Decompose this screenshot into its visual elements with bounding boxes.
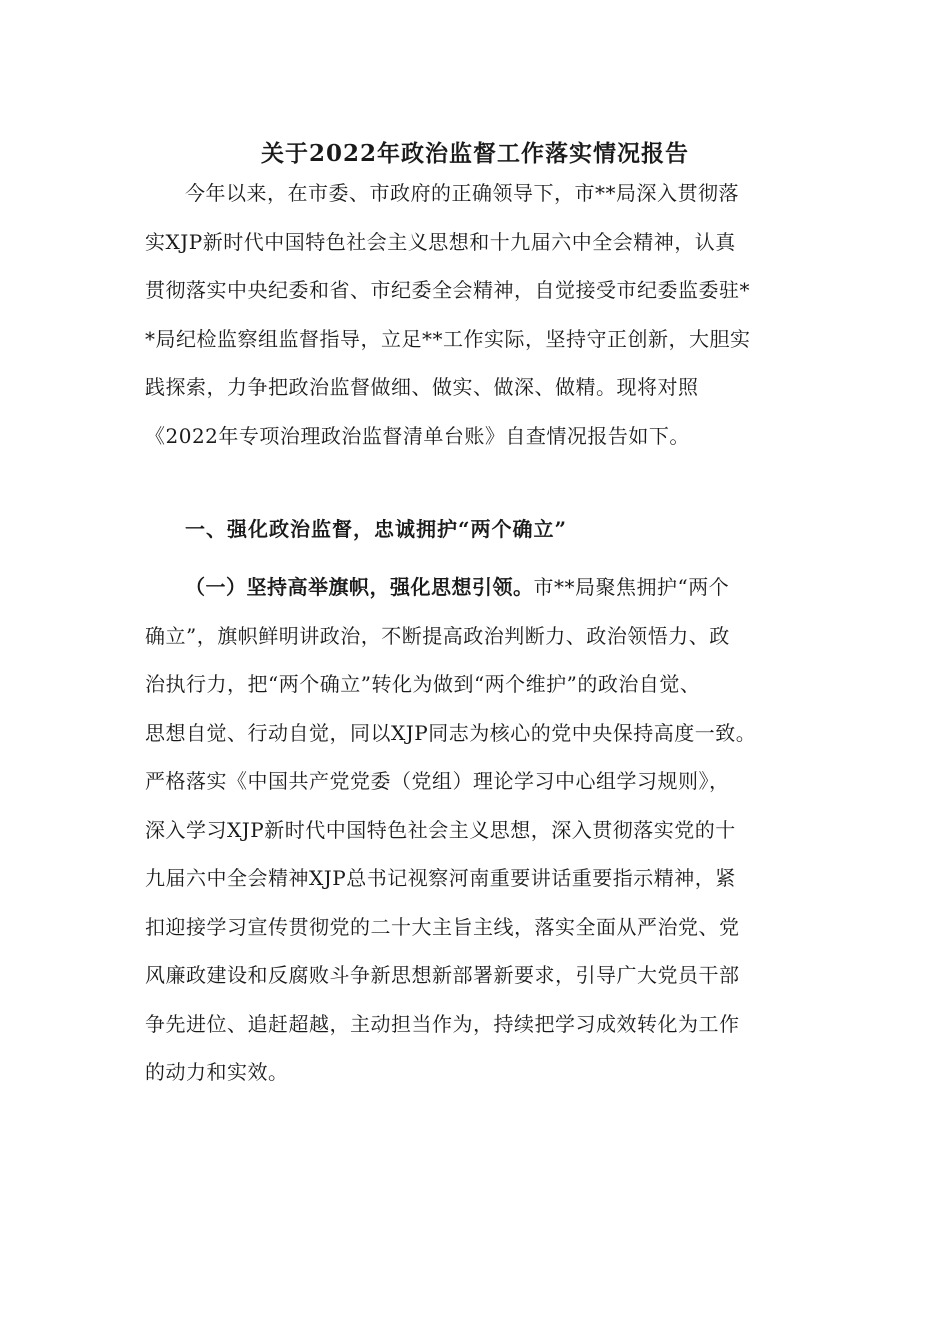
intro-line: 贯彻落实中央纪委和省、市纪委全会精神，自觉接受市纪委监委驻* bbox=[145, 278, 750, 302]
subsection-paragraph bbox=[145, 563, 805, 1097]
subsection-line: 严格落实《中国共产党党委（党组）理论学习中心组学习规则》， bbox=[145, 769, 730, 793]
intro-paragraph bbox=[145, 169, 805, 460]
intro-line: *局纪检监察组监督指导，立足**工作实际，坚持守正创新，大胆实 bbox=[145, 326, 751, 351]
subsection-line: 争先进位、追赶超越，主动担当作为，持续把学习成效转化为工作 bbox=[145, 1011, 740, 1036]
subsection-line: 治执行力，把“两个确立”转化为做到“两个维护”的政治自觉、 bbox=[145, 672, 701, 696]
intro-line: 今年以来，在市委、市政府的正确领导下，市**局深入贯彻落 bbox=[185, 181, 739, 205]
document-title: 关于2022年政治监督工作落实情况报告 bbox=[260, 140, 689, 167]
subsection-line: 的动力和实效。 bbox=[145, 1060, 289, 1084]
subsection-line: 思想自觉、行动自觉，同以XJP同志为核心的党中央保持高度一致。 bbox=[145, 720, 757, 745]
subsection-line: 九届六中全会精神XJP总书记视察河南重要讲话重要指示精神，紧 bbox=[145, 866, 736, 890]
subsection-line: 深入学习XJP新时代中国特色社会主义思想，深入贯彻落实党的十 bbox=[145, 817, 736, 842]
intro-line: 践探索，力争把政治监督做细、做实、做深、做精。现将对照 bbox=[145, 375, 699, 399]
section-heading: 一、强化政治监督，忠诚拥护“两个确立” bbox=[185, 517, 568, 541]
subsection-line: 扣迎接学习宣传贯彻党的二十大主旨主线，落实全面从严治党、党 bbox=[145, 914, 740, 939]
subsection-lead-rest: 市**局聚焦拥护“两个 bbox=[533, 575, 730, 599]
subsection-line: 风廉政建设和反腐败斗争新思想新部署新要求，引导广大党员干部 bbox=[145, 963, 740, 987]
intro-line: 实XJP新时代中国特色社会主义思想和十九届六中全会精神，认真 bbox=[145, 229, 736, 254]
subsection-lead-bold: （一）坚持高举旗帜，强化思想引领。 bbox=[185, 575, 534, 599]
subsection-line: 确立”，旗帜鲜明讲政治，不断提高政治判断力、政治领悟力、政 bbox=[145, 623, 730, 648]
subsection-first-line bbox=[145, 563, 805, 612]
intro-line: 《2022年专项治理政治监督清单台账》自查情况报告如下。 bbox=[145, 423, 690, 448]
